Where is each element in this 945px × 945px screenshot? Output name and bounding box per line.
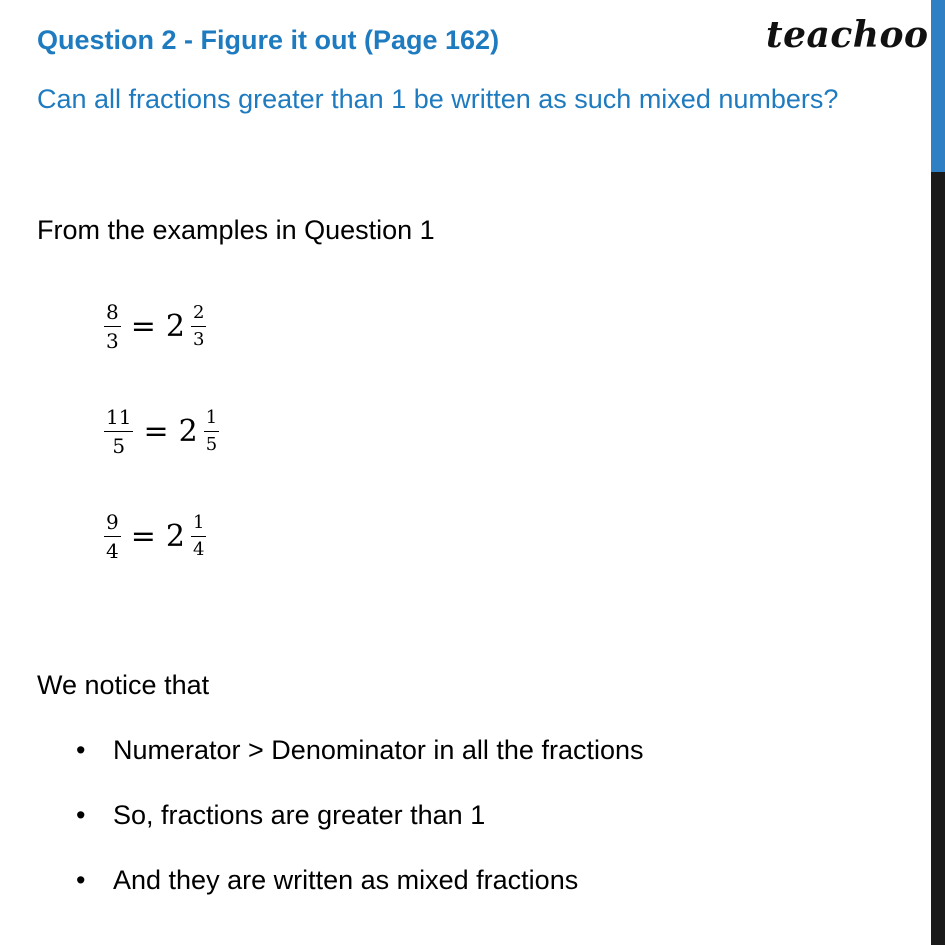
list-item: [76, 865, 578, 896]
scrollbar-thumb[interactable]: [931, 0, 945, 172]
bullet-icon: •: [76, 865, 86, 895]
equation-3: [104, 510, 206, 563]
denominator: 3: [106, 329, 119, 353]
denominator: 3: [192, 329, 205, 350]
proper-fraction: [191, 302, 206, 351]
whole-number: 2: [165, 519, 185, 554]
proper-fraction: [191, 512, 206, 561]
improper-fraction: [104, 510, 121, 563]
equals-sign: =: [143, 414, 169, 449]
denominator: 4: [192, 539, 205, 560]
whole-number: 2: [178, 414, 198, 449]
list-item-text: So, fractions are greater than 1: [113, 800, 486, 830]
numerator: 1: [191, 512, 206, 537]
list-item: [76, 800, 485, 831]
list-item-text: Numerator > Denominator in all the fractions: [113, 735, 644, 765]
teachoo-logo: teachoo: [766, 14, 929, 56]
question-text: Can all fractions greater than 1 be written as such mixed numbers?: [37, 84, 839, 114]
numerator: 11: [104, 405, 133, 432]
bullet-icon: •: [76, 800, 86, 830]
notice-text: We notice that: [37, 670, 210, 700]
equals-sign: =: [130, 309, 156, 344]
numerator: 2: [191, 302, 206, 327]
denominator: 5: [112, 434, 126, 458]
numerator: 8: [104, 300, 121, 327]
equation-1: [104, 300, 206, 353]
denominator: 5: [205, 434, 218, 455]
improper-fraction: [104, 300, 121, 353]
equation-2: [104, 405, 219, 458]
proper-fraction: [204, 407, 219, 456]
improper-fraction: [104, 405, 133, 458]
bullet-icon: •: [76, 735, 86, 765]
denominator: 4: [106, 539, 119, 563]
equals-sign: =: [130, 519, 156, 554]
whole-number: 2: [165, 309, 185, 344]
intro-text: From the examples in Question 1: [37, 215, 435, 245]
question-heading: Question 2 - Figure it out (Page 162): [37, 25, 500, 55]
list-item-text: And they are written as mixed fractions: [113, 865, 579, 895]
numerator: 9: [104, 510, 121, 537]
list-item: [76, 735, 644, 766]
numerator: 1: [204, 407, 219, 432]
